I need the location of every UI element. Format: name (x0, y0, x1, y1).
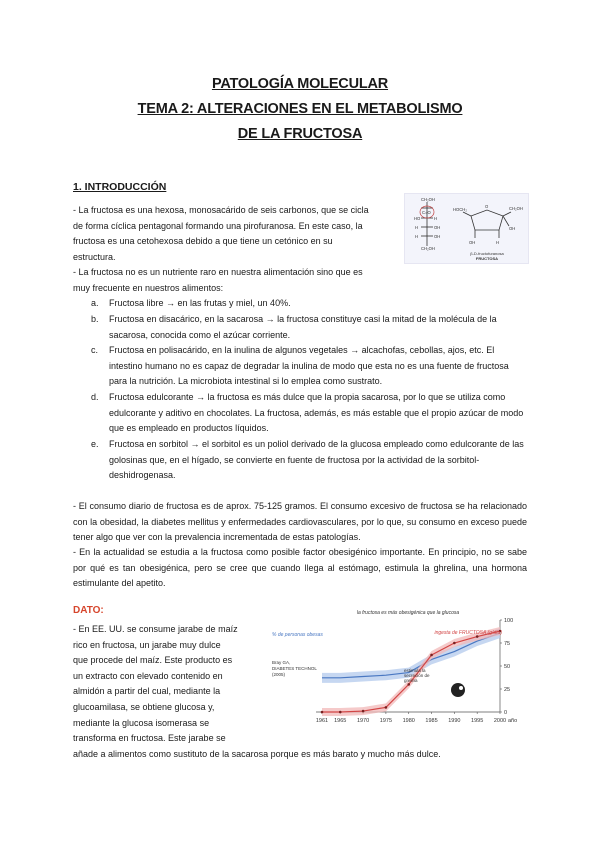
right-tick-label: 75 (504, 641, 511, 647)
list-text: Fructosa en polisacárido, en la inulina de algunos vegetales → alcachofas, cebollas, ajos, etc. El intestino humano no es capaz de degradar la inulina de modo que esta no es una fuente de fructosa para la nutrición. La microbiota intestinal si lo emplea como sustrato. (109, 345, 509, 387)
list-text: Fructosa en disacárico, en la sacarosa → la fructosa constituye casi la mitad de la molécula de la sacarosa, conocida como el azúcar corriente. (109, 314, 497, 340)
svg-text:HO: HO (414, 216, 421, 221)
x-tick-label: 1965 (334, 718, 347, 724)
right-axis-label: ingesta de FRUCTOSA (g/día) (434, 630, 502, 636)
right-tick-label: 50 (504, 664, 511, 670)
fructose-point (385, 706, 388, 709)
x-tick-label: 1995 (471, 718, 484, 724)
svg-text:C=O: C=O (422, 210, 431, 215)
fructose-point (321, 711, 324, 714)
intro-line: de forma cíclica pentagonal formando una pirofuranosa. En este caso, la (73, 220, 363, 231)
section-heading: 1. INTRODUCCIÓN (73, 181, 167, 193)
svg-text:CH₂OH: CH₂OH (509, 206, 523, 211)
dato-last-line: añade a alimentos como sustituto de la sacarosa porque es más barato y mucho más dulce. (73, 749, 441, 759)
x-tick-label: 2000 (493, 718, 507, 724)
source-line: Bray GA, (272, 660, 291, 665)
fructose-point (453, 642, 456, 645)
head-icon-eye (459, 686, 463, 690)
svg-text:H: H (496, 240, 500, 245)
svg-text:HOCH₂: HOCH₂ (453, 207, 467, 212)
dato-line: - En EE. UU. se consume jarabe de maíz (73, 624, 238, 634)
fructose-structure-drawing (405, 194, 528, 263)
list-item (91, 437, 527, 484)
list-item (91, 296, 527, 312)
intro-line: estructura. (73, 251, 116, 262)
right-tick-label: 0 (504, 710, 508, 716)
dato-line: transforma en fructosa. Este jarabe se (73, 733, 226, 744)
dato-paragraph (73, 622, 253, 747)
structure-caption-1: β-D-fructofuranosa (470, 251, 504, 256)
svg-text:CH₂OH: CH₂OH (421, 246, 435, 251)
intro-line: fructosa es una cetohexosa debido a que tiene un cetónico en su (73, 236, 333, 247)
left-axis-label: % de personas obesas (272, 632, 323, 638)
svg-text:H: H (434, 216, 438, 221)
list-item (91, 390, 527, 437)
svg-text:OH: OH (434, 225, 441, 230)
consumption-paragraph: - El consumo diario de fructosa es de aprox. 75-125 gramos. El consumo excesivo de fructosa se ha relacionado con la obesidad, la diabetes mellitus y enfermedades cardiovasculares, por lo que, su consumo en exceso puede tener algo que ver con la prevalencia incrementada de estas patologías. (73, 501, 527, 543)
annotation-line: estimula la (404, 668, 426, 673)
dato-line: un extracto con elevado contenido en (73, 670, 223, 681)
chart-title: la fructosa es más obesigénica que la glucosa (356, 610, 460, 616)
list-text: Fructosa edulcorante → la fructosa es más dulce que la propia sacarosa, por lo que se utiliza como edulcorante y aditivo en chocolates. La fructosa, además, es más estable que el propio azúcar de modo que es empleado en productos líquidos. (109, 392, 524, 434)
foods-intro-paragraph (73, 265, 493, 296)
svg-text:H: H (415, 234, 419, 239)
head-icon (451, 683, 465, 697)
source-line: DIABETES TECHNOL (272, 666, 317, 671)
foods-intro-line: muy frecuente en nuestros alimentos: (73, 282, 224, 293)
list-marker: b. (91, 314, 99, 324)
intro-paragraph (73, 203, 391, 265)
right-tick-label: 100 (504, 618, 514, 624)
list-text: Fructosa en sorbitol → el sorbitol es un poliol derivado de la glucosa empleado como edulcorante de las golosinas que, en el hígado, se convierte en fuente de fructosa por la actividad de la sorbitol-deshidrogenasa. (109, 439, 524, 481)
dato-line: glucoamilasa, se obtiene glucosa y, (73, 701, 215, 712)
fructose-point (339, 711, 342, 714)
x-tick-label: 1961 (315, 718, 329, 724)
svg-text:OH: OH (509, 226, 516, 231)
fructose-point (362, 710, 365, 713)
fructose-structure-image (404, 193, 529, 264)
svg-text:CH₂OH: CH₂OH (421, 197, 435, 202)
list-item (91, 343, 527, 390)
x-tick-label: 1970 (356, 718, 370, 724)
x-tick-label: 1990 (448, 718, 461, 724)
obesogenic-paragraph: - En la actualidad se estudia a la fructosa como posible factor obesigénico importante. En principio, no se sabe por qué es tan obesigénica, pero se cree que cuando llega al estómago, estimula la ghrelina, una hormona estimulante del apetito. (73, 547, 527, 589)
annotation-line: secreción de (404, 673, 430, 678)
x-tick-label: 1980 (402, 718, 415, 724)
right-tick-label: 25 (504, 687, 511, 693)
structure-caption-2: FRUCTOSA (475, 256, 499, 261)
annotation-line: grelina (404, 678, 418, 683)
svg-text:OH: OH (469, 240, 476, 245)
x-tick-label: 1985 (425, 718, 438, 724)
dato-label: DATO: (73, 605, 104, 616)
x-tick-label: 1975 (379, 718, 393, 724)
intro-line: - La fructosa es una hexosa, monosacárido de seis carbonos, que se cicla (73, 205, 369, 215)
foods-intro-line: - La fructosa no es un nutriente raro en nuestra alimentación sino que es (73, 267, 363, 277)
dato-line: que procede del maíz. Este producto es (73, 655, 233, 666)
document-title-line1: PATOLOGÍA MOLECULAR (211, 76, 389, 92)
document-title-line2: TEMA 2: ALTERACIONES EN EL METABOLISMO (137, 101, 463, 117)
list-text: Fructosa libre → en las frutas y miel, un 40%. (109, 298, 291, 308)
dato-line: almidón a partir del cual, mediante la (73, 686, 221, 697)
dato-line: rico en fructosa, un jarabe muy dulce (73, 639, 221, 650)
fructose-point (430, 654, 433, 657)
fructose-point (407, 683, 410, 686)
list-marker: a. (91, 298, 99, 308)
document-title-line3: DE LA FRUCTOSA (237, 126, 363, 142)
fructose-obesity-chart (258, 606, 538, 730)
svg-text:OH: OH (434, 234, 441, 239)
list-marker: c. (91, 345, 99, 355)
source-line: (2005) (272, 672, 286, 677)
list-item (91, 312, 527, 343)
list-marker: e. (91, 439, 99, 449)
x-unit-label: año (508, 718, 518, 724)
svg-text:O: O (485, 204, 489, 209)
dato-line: mediante la glucosa isomerasa se (73, 717, 210, 728)
list-marker: d. (91, 392, 99, 402)
svg-text:H: H (415, 225, 419, 230)
